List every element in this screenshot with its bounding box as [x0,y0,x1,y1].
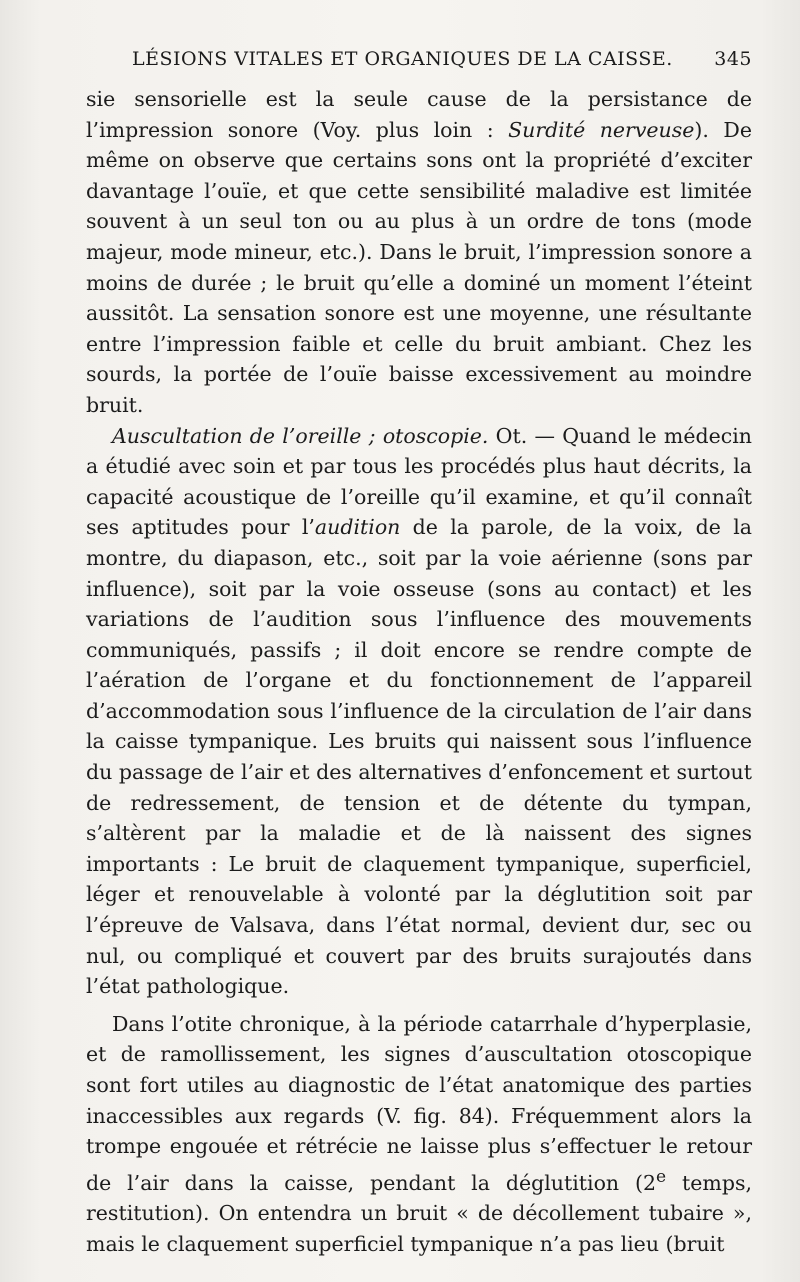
paragraph [86,421,752,1002]
text-segment: Dans l’otite chronique, à la période catarrhale d’hyperplasie, et de ramollissement, les signes d’auscultation otoscopique sont fort utiles au diagnostic de l’état anatomique des parties inaccessibles aux regards (V. fig. 84). Fréquemment alors la trompe engouée et rétrécie ne laisse plus s’effectuer le retour de l’air dans la caisse, pendant la déglutition (2 [86,1011,752,1195]
text-segment: ). De même on observe que certains sons ont la propriété d’exciter davantage l’ouïe, et que cette sensibilité maladive est limitée souvent à un seul ton ou au plus à un ordre de tons (mode majeur, mode mineur, etc.). Dans le bruit, l’impression sonore a moins de durée ; le bruit qu’elle a dominé un moment l’éteint aussitôt. La sensation sonore est une moyenne, une résultante entre l’impression faible et celle du bruit ambiant. Chez les sourds, la portée de l’ouïe baisse excessivement au moindre bruit. [86,117,752,417]
superscript: e [656,1166,667,1187]
text-segment: temps, restitution). On entendra un bruit « de décollement tubaire », mais le claquement superficiel tympanique n’a pas lieu (bruit [86,1170,752,1256]
section-heading-italic: Auscultation de l’oreille ; otoscopie. [112,423,489,448]
italic-segment: audition [314,515,401,540]
paragraph [86,1009,752,1260]
page-number: 345 [714,48,752,70]
text-segment: sie sensorielle est la seule cause de la persistance de l’impression sonore (Voy. plus loin : [86,87,752,142]
running-title: LÉSIONS VITALES ET ORGANIQUES DE LA CAISSE. [132,48,673,70]
text-segment: de la parole, de la voix, de la montre, du diapason, etc., soit par la voie aérienne (sons par influence), soit par la voie osseuse (sons au contact) et les variations de l’audition sous l’influence des mouvements communiqués, passifs ; il doit encore se rendre compte de l’aération de l’organe et du fonctionnement de l’appareil d’accommodation sous l’influence de la circulation de l’air dans la caisse tympanique. Les bruits qui naissent sous l’influence du passage de l’air et des alternatives d’enfoncement et surtout de redressement, de tension et de détente du tympan, s’altèrent par la maladie et de là naissent des signes importants : Le bruit de claquement tympanique, superficiel, léger et renouvelable à volonté par la déglutition soit par l’épreuve de Valsava, dans l’état normal, devient dur, sec ou nul, ou compliqué et couvert par des bruits surajoutés dans l’état pathologique. [86,515,752,999]
running-header [132,48,752,76]
body-text [86,84,752,1259]
text-segment: Ot. — Quand le médecin a étudié avec soin et par tous les procédés plus haut décrits, la capacité acoustique de l’oreille qu’il examine, et qu’il connaît ses aptitudes pour l’ [86,423,752,540]
paragraph [86,84,752,421]
italic-segment: Surdité nerveuse [508,117,695,142]
